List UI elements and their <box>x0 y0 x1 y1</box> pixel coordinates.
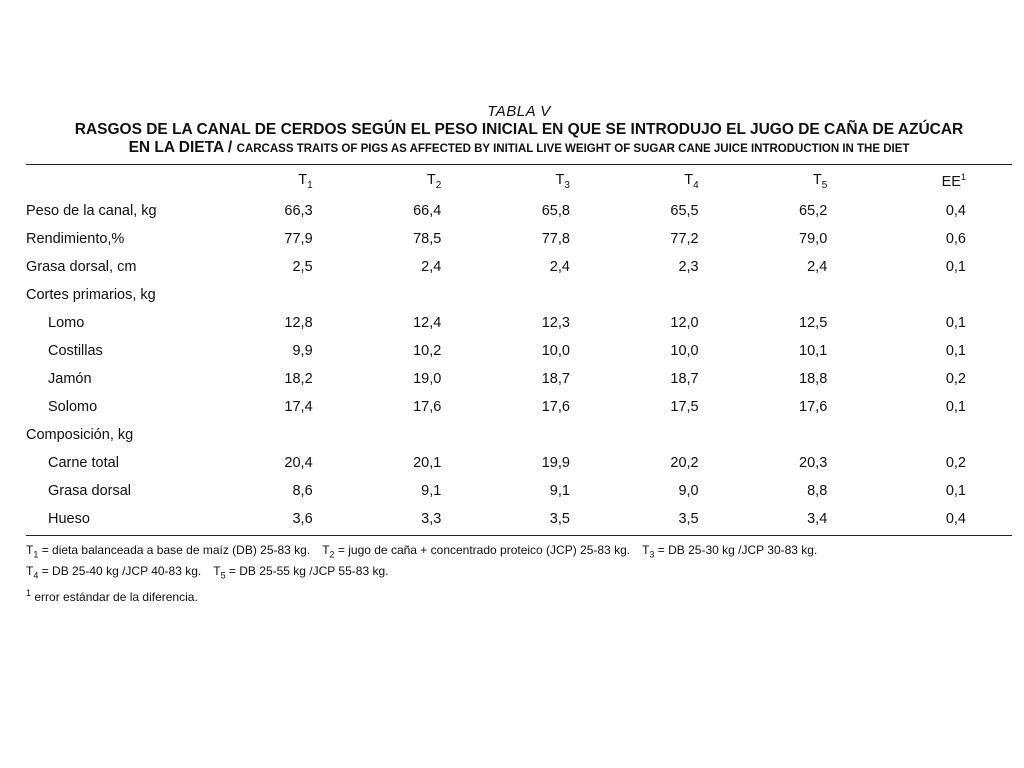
table-cell: 77,9 <box>284 231 313 247</box>
table-cell: 10,2 <box>413 343 442 359</box>
column-header-symbol: T <box>684 171 694 188</box>
table-cell: 17,5 <box>670 399 699 415</box>
table-cell: 8,6 <box>292 483 313 499</box>
group-header-row <box>26 281 1012 309</box>
treatment-footnote-line-2 <box>26 563 1012 584</box>
treatment-description: = jugo de caña + concentrado proteico (JCP) 25-83 kg. <box>334 543 631 557</box>
table-bottom-rule <box>26 535 1012 536</box>
table-cell <box>497 281 626 309</box>
column-header-symbol: T <box>812 171 822 188</box>
table-cell: 17,4 <box>284 399 313 415</box>
table-cell: 17,6 <box>799 399 828 415</box>
table-cell: 20,1 <box>413 455 442 471</box>
table-cell: 0,1 <box>945 343 966 359</box>
table-row <box>26 393 1012 421</box>
table-cell <box>240 281 369 309</box>
treatment-subscript: 3 <box>649 549 655 560</box>
column-header-4 <box>626 165 755 197</box>
table-cell: 20,4 <box>284 455 313 471</box>
table-cell: 17,6 <box>413 399 442 415</box>
table-row <box>26 253 1012 281</box>
row-label: Composición, kg <box>26 427 134 443</box>
table-cell: 2,4 <box>421 259 442 275</box>
table-title-english: CARCASS TRAITS OF PIGS AS AFFECTED BY INITIAL LIVE WEIGHT OF SUGAR CANE JUICE INTRODUCTION IN THE DIET <box>236 143 910 155</box>
treatment-subscript: 1 <box>33 549 39 560</box>
table-cell: 0,4 <box>945 203 966 219</box>
column-header-subscript: 4 <box>693 179 699 191</box>
table-cell: 77,2 <box>670 231 699 247</box>
treatment-subscript: 5 <box>220 570 226 581</box>
table-cell: 18,2 <box>284 371 313 387</box>
table-cell <box>883 421 1012 449</box>
column-header-symbol: EE <box>941 173 961 190</box>
data-table <box>26 165 1012 533</box>
row-label-header <box>26 165 240 197</box>
table-cell: 66,3 <box>284 203 313 219</box>
table-row <box>26 477 1012 505</box>
row-label: Cortes primarios, kg <box>26 287 156 303</box>
table-cell: 2,4 <box>807 259 828 275</box>
table-cell: 9,0 <box>678 483 699 499</box>
column-header-superscript: 1 <box>960 172 966 183</box>
treatment-symbol: T <box>642 543 650 557</box>
table-cell: 65,5 <box>670 203 699 219</box>
column-header-subscript: 2 <box>435 179 442 191</box>
table-row <box>26 309 1012 337</box>
table-cell: 19,9 <box>541 455 570 471</box>
treatment-symbol: T <box>213 564 221 579</box>
row-label: Jamón <box>48 371 92 387</box>
group-header-row <box>26 421 1012 449</box>
treatment-description: = DB 25-30 kg /JCP 30-83 kg. <box>654 543 818 557</box>
table-cell: 2,3 <box>678 259 699 275</box>
treatment-subscript: 4 <box>33 570 39 581</box>
table-title-line-2 <box>26 139 1012 158</box>
treatment-symbol: T <box>322 543 330 557</box>
treatment-symbol: T <box>26 564 34 579</box>
treatment-footnote-5 <box>213 564 389 581</box>
table-cell: 9,9 <box>292 343 313 359</box>
error-footnote <box>26 585 1012 606</box>
table-page <box>26 103 1012 606</box>
table-cell: 3,4 <box>807 511 828 527</box>
table-cell: 3,5 <box>678 511 699 527</box>
column-header-subscript: 3 <box>564 179 570 191</box>
treatment-description: = DB 25-55 kg /JCP 55-83 kg. <box>225 564 389 579</box>
table-cell: 0,1 <box>945 259 966 275</box>
table-cell: 3,5 <box>549 511 570 527</box>
table-cell <box>240 421 369 449</box>
table-cell: 9,1 <box>549 483 570 499</box>
table-row <box>26 337 1012 365</box>
table-cell <box>369 281 498 309</box>
table-cell <box>755 281 884 309</box>
table-cell: 12,5 <box>799 315 828 331</box>
table-cell: 0,1 <box>945 483 966 499</box>
table-row <box>26 225 1012 253</box>
table-cell: 17,6 <box>541 399 570 415</box>
column-header-subscript: 5 <box>821 179 828 191</box>
table-cell: 0,2 <box>945 455 966 471</box>
table-cell: 65,2 <box>799 203 828 219</box>
table-cell <box>626 421 755 449</box>
column-header-5 <box>755 165 884 197</box>
treatment-footnote-4 <box>26 564 202 581</box>
table-label: TABLA V <box>487 103 551 120</box>
column-header-symbol: T <box>426 171 436 188</box>
table-cell: 9,1 <box>421 483 442 499</box>
table-cell: 20,2 <box>670 455 699 471</box>
table-cell: 12,0 <box>670 315 699 331</box>
treatment-subscript: 2 <box>329 549 335 560</box>
column-header-symbol: T <box>298 171 308 188</box>
table-cell: 12,8 <box>284 315 313 331</box>
table-cell: 12,3 <box>541 315 570 331</box>
table-cell: 78,5 <box>413 231 442 247</box>
table-row <box>26 449 1012 477</box>
table-cell: 3,6 <box>292 511 313 527</box>
table-cell: 0,2 <box>945 371 966 387</box>
table-cell <box>883 281 1012 309</box>
row-label: Rendimiento,% <box>26 231 125 247</box>
column-header-subscript: 1 <box>307 179 313 191</box>
treatment-footnote-3 <box>642 543 818 560</box>
table-cell <box>369 421 498 449</box>
treatment-description: = DB 25-40 kg /JCP 40-83 kg. <box>38 564 202 579</box>
table-cell: 10,0 <box>541 343 570 359</box>
header-row <box>26 165 1012 197</box>
table-caption <box>26 103 1012 158</box>
table-cell: 2,5 <box>292 259 313 275</box>
table-cell: 10,1 <box>799 343 828 359</box>
error-footnote-marker: 1 <box>26 587 32 598</box>
table-cell: 66,4 <box>413 203 442 219</box>
row-label: Costillas <box>48 343 103 359</box>
table-row <box>26 505 1012 533</box>
table-cell: 0,4 <box>945 511 966 527</box>
table-cell <box>497 421 626 449</box>
table-cell: 3,3 <box>421 511 442 527</box>
table-title-spanish-continued: EN LA DIETA / <box>128 139 233 156</box>
table-row <box>26 365 1012 393</box>
table-cell: 18,7 <box>541 371 570 387</box>
table-cell: 0,1 <box>945 315 966 331</box>
table-cell: 12,4 <box>413 315 442 331</box>
column-header-symbol: T <box>555 171 565 188</box>
treatment-footnote-2 <box>322 543 631 560</box>
table-cell: 0,6 <box>945 231 966 247</box>
row-label: Peso de la canal, kg <box>26 203 157 219</box>
treatment-description: = dieta balanceada a base de maíz (DB) 25-83 kg. <box>38 543 311 557</box>
table-cell: 10,0 <box>670 343 699 359</box>
table-cell <box>626 281 755 309</box>
table-row <box>26 197 1012 225</box>
treatment-footnote-line-1 <box>26 542 1012 563</box>
table-cell <box>755 421 884 449</box>
table-cell: 0,1 <box>945 399 966 415</box>
row-label: Solomo <box>48 399 98 415</box>
table-cell: 18,8 <box>799 371 828 387</box>
column-header-3 <box>497 165 626 197</box>
row-label: Lomo <box>48 315 85 331</box>
table-cell: 20,3 <box>799 455 828 471</box>
table-cell: 8,8 <box>807 483 828 499</box>
footnotes <box>26 542 1012 606</box>
table-title-spanish: RASGOS DE LA CANAL DE CERDOS SEGÚN EL PESO INICIAL EN QUE SE INTRODUJO EL JUGO DE CAÑA DE AZÚCAR <box>74 121 964 138</box>
table-cell: 65,8 <box>541 203 570 219</box>
table-cell: 19,0 <box>413 371 442 387</box>
table-cell: 79,0 <box>799 231 828 247</box>
column-header-1 <box>240 165 369 197</box>
error-footnote-text: error estándar de la diferencia. <box>31 589 198 604</box>
row-label: Hueso <box>48 511 90 527</box>
table-cell: 77,8 <box>541 231 570 247</box>
row-label: Grasa dorsal <box>48 483 132 499</box>
treatment-symbol: T <box>26 543 34 557</box>
column-header-2 <box>369 165 498 197</box>
treatment-footnote-1 <box>26 543 311 560</box>
table-cell: 18,7 <box>670 371 699 387</box>
row-label: Carne total <box>48 455 119 471</box>
column-header-6 <box>883 165 1012 197</box>
row-label: Grasa dorsal, cm <box>26 259 137 275</box>
table-cell: 2,4 <box>549 259 570 275</box>
